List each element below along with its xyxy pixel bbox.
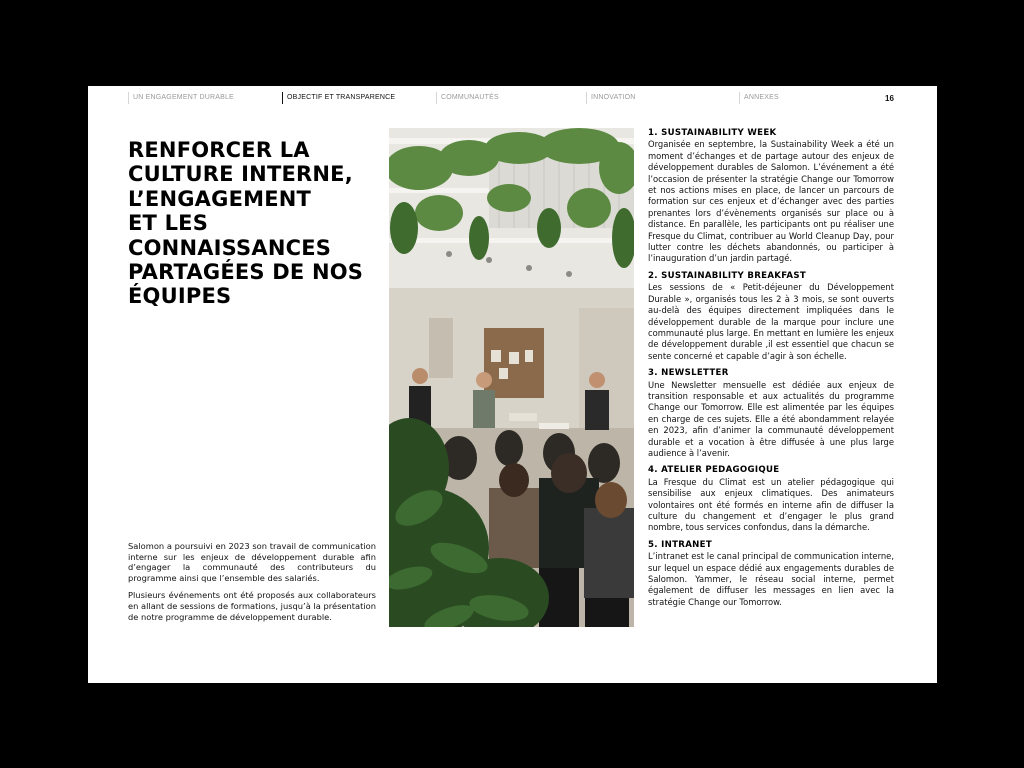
section-sustainability-breakfast xyxy=(648,271,894,362)
content-column xyxy=(648,128,894,614)
title-line: ET LES xyxy=(128,211,209,236)
title-line: PARTAGÉES DE NOS xyxy=(128,260,364,285)
nav-tab-annexes[interactable]: ANNEXES xyxy=(739,92,874,104)
nav-tab-engagement[interactable]: UN ENGAGEMENT DURABLE xyxy=(128,92,281,104)
title-line: L’ENGAGEMENT xyxy=(128,186,312,211)
event-photo xyxy=(389,128,634,627)
nav-tab-innovation[interactable]: INNOVATION xyxy=(586,92,737,104)
section-body: Une Newsletter mensuelle est dédiée aux enjeux de transition responsable et aux actualités du programme Change our Tomorrow. Elle est alimentée par les équipes en charge de ces sujets. Elle a été abondamment relayée en 2023, afin d’animer la communauté développement durable et a vocation à être diffusée à une plus large audience à l’avenir. xyxy=(648,379,894,458)
title-line: CULTURE INTERNE, xyxy=(128,162,353,187)
section-atelier-pedagogique xyxy=(648,465,894,533)
intro-paragraph: Salomon a poursuivi en 2023 son travail de communication interne sur les enjeux de développement durable afin d’engager la communauté des contributeurs du programme ainsi que l’ensemble des salariés. xyxy=(128,541,376,583)
section-body: Les sessions de « Petit-déjeuner du Développement Durable », organisés tous les 2 à 3 mois, se sont ouverts au-delà des équipes directement impliquées dans le développement durable de la marque pour inclure une communauté plus large. En mettant en lumière les enjeux de développement durable ,il est essentiel que chacun se sente concerné et capable d’agir à son échelle. xyxy=(648,282,894,361)
page-number: 16 xyxy=(885,94,894,103)
section-newsletter xyxy=(648,368,894,459)
page-title xyxy=(128,138,378,309)
nav-tab-communautes[interactable]: COMMUNAUTÉS xyxy=(436,92,583,104)
intro-paragraph: Plusieurs événements ont été proposés aux collaborateurs en allant de sessions de formations, jusqu’à la présentation de notre programme de développement durable. xyxy=(128,590,376,622)
section-body: La Fresque du Climat est un atelier pédagogique qui sensibilise aux enjeux climatiques. Des animateurs volontaires ont été formés en interne afin de diffuser la culture du changement et d’engager le plus grand nombre, tous services confondus, dans la démarche. xyxy=(648,476,894,533)
section-heading: 3. NEWSLETTER xyxy=(648,368,729,379)
section-sustainability-week xyxy=(648,128,894,265)
section-body: Organisée en septembre, la Sustainability Week a été un moment d’échanges et de partage autour des enjeux de développement durables de Salomon. L’événement a été l’occasion de présenter la stratégie Change our Tomorrow et nos actions mises en place, de lancer un parcours de formation sur ces enjeux et d’échanger avec des parties prenantes lors d’évènements organisés sur place ou à distance. En parallèle, les participants ont pu réaliser une Fresque du Climat, contribuer au World Cleanup Day, pour lutter contre les déchets abandonnés, ou participer à l’inauguration d’un jardin partagé. xyxy=(648,139,894,264)
section-body: L’intranet est le canal principal de communication interne, sur lequel un espace dédié aux engagements durables de Salomon. Yammer, le réseau social interne, permet également de diffuser les messages en lien avec la stratégie Change our Tomorrow. xyxy=(648,551,894,607)
title-line: ÉQUIPES xyxy=(128,284,232,309)
document-page xyxy=(88,86,937,683)
section-heading: 1. SUSTAINABILITY WEEK xyxy=(648,128,777,138)
title-line: CONNAISSANCES xyxy=(128,235,332,260)
title-line: RENFORCER LA xyxy=(128,138,310,162)
section-heading: 5. INTRANET xyxy=(648,539,712,550)
section-intranet xyxy=(648,540,894,608)
section-heading: 2. SUSTAINABILITY BREAKFAST xyxy=(648,270,807,281)
section-heading: 4. ATELIER PEDAGOGIQUE xyxy=(648,465,780,476)
nav-tab-objectif[interactable]: OBJECTIF ET TRANSPARENCE xyxy=(282,92,435,104)
intro-text xyxy=(128,541,376,629)
